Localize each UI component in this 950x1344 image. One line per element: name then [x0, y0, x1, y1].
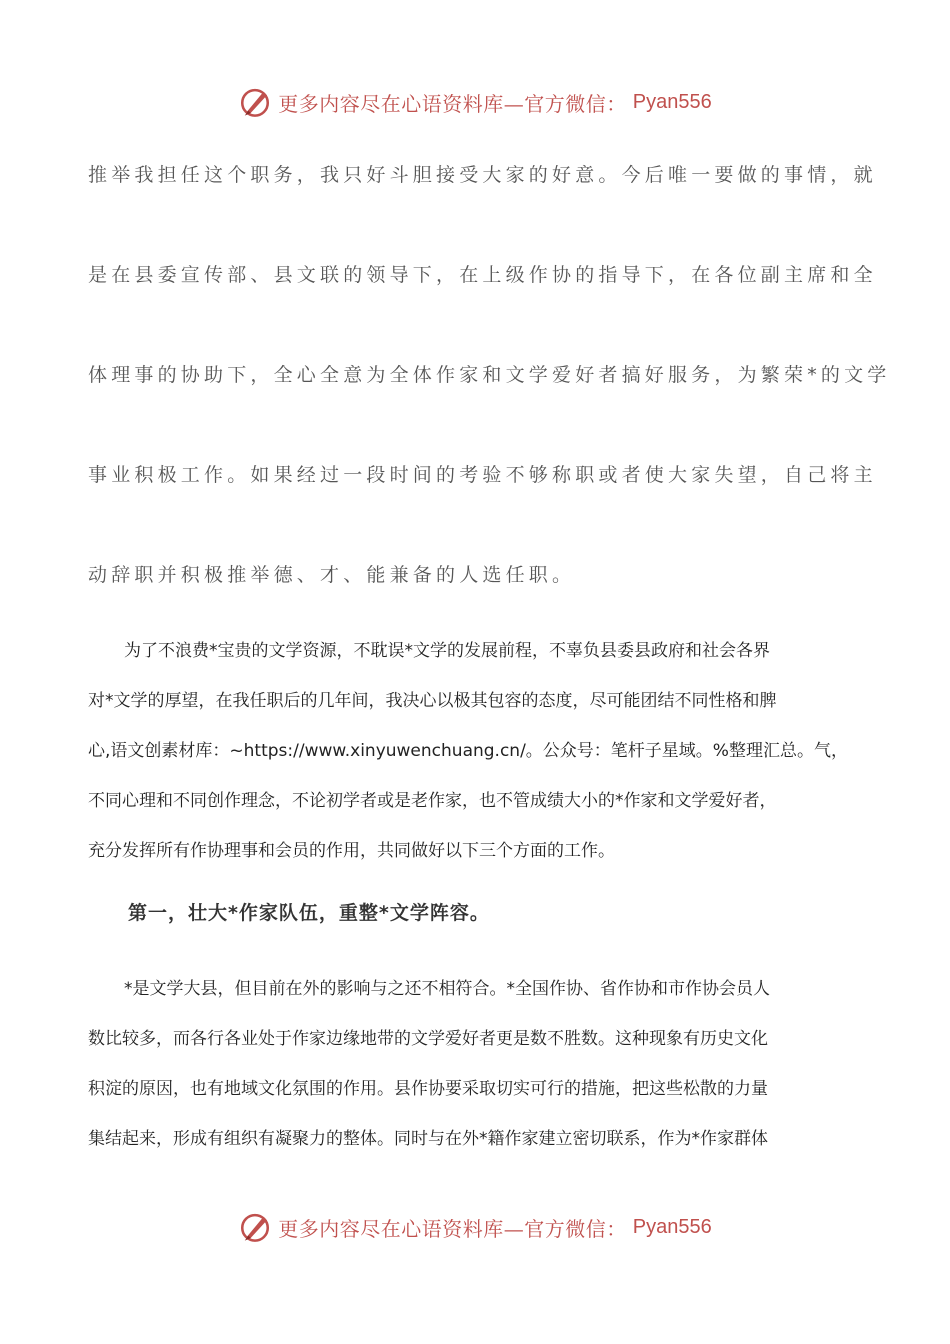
pen-logo-icon [238, 1210, 272, 1244]
banner-text: 更多内容尽在心语资料库—官方微信： [278, 91, 627, 116]
intro-line: 动辞职并积极推举德、才、能兼备的人选任职。 [88, 564, 576, 586]
intro-line: 是在县委宣传部、县文联的领导下，在上级作协的指导下，在各位副主席和全 [88, 264, 877, 286]
banner-wechat-id: Pyan556 [632, 1215, 712, 1238]
paragraph-line: 心,语文创素材库：~https://www.xinyuwenchuang.cn/。公众号：笔杆子星域。%整理汇总。气， [88, 741, 848, 761]
paragraph-line: 数比较多，而各行各业处于作家边缘地带的文学爱好者更是数不胜数。这种现象有历史文化 [88, 1029, 768, 1049]
body-paragraph-2 [88, 964, 864, 1164]
paragraph-line: 对*文学的厚望，在我任职后的几年间，我决心以极其包容的态度，尽可能团结不同性格和脾 [88, 691, 777, 711]
banner-wechat-id: Pyan556 [632, 90, 712, 113]
paragraph-line: *是文学大县，但目前在外的影响与之还不相符合。*全国作协、省作协和市作协会员人 [124, 979, 770, 999]
header-banner [0, 85, 950, 119]
paragraph-line: 不同心理和不同创作理念，不论初学者或是老作家，也不管成绩大小的*作家和文学爱好者， [88, 791, 777, 811]
paragraph-line: 集结起来，形成有组织有凝聚力的整体。同时与在外*籍作家建立密切联系，作为*作家群体 [88, 1129, 768, 1149]
intro-line: 事业积极工作。如果经过一段时间的考验不够称职或者使大家失望，自己将主 [88, 464, 877, 486]
banner-content [238, 85, 711, 119]
paragraph-line: 积淀的原因，也有地域文化氛围的作用。县作协要采取切实可行的措施，把这些松散的力量 [88, 1079, 768, 1099]
paragraph-line: 为了不浪费*宝贵的文学资源，不耽误*文学的发展前程，不辜负县委县政府和社会各界 [124, 641, 770, 661]
pen-logo-icon [238, 85, 272, 119]
banner-content [238, 1210, 711, 1244]
intro-line: 推举我担任这个职务，我只好斗胆接受大家的好意。今后唯一要做的事情，就 [88, 164, 877, 186]
paragraph-line: 充分发挥所有作协理事和会员的作用，共同做好以下三个方面的工作。 [88, 841, 615, 861]
section-heading: 第一，壮大*作家队伍，重整*文学阵容。 [128, 902, 490, 924]
body-paragraph-1 [88, 626, 864, 876]
banner-text: 更多内容尽在心语资料库—官方微信： [278, 1216, 627, 1241]
intro-line: 体理事的协助下，全心全意为全体作家和文学爱好者搞好服务，为繁荣*的文学 [88, 364, 891, 386]
footer-banner [0, 1210, 950, 1244]
